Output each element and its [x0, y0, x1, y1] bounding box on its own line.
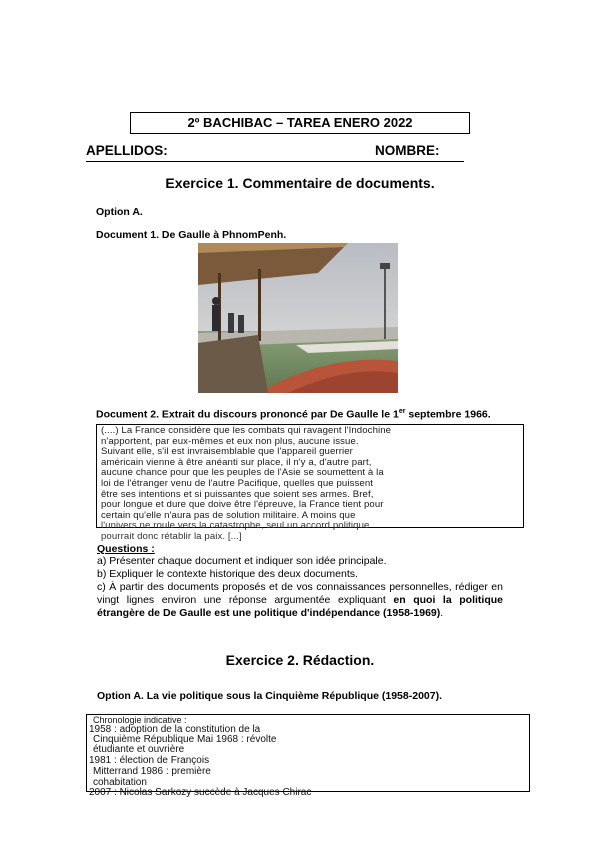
apellidos-label: APELLIDOS: [86, 143, 168, 158]
chrono-line: 1981 : élection de François [89, 755, 210, 766]
quote-line: pourrait donc rétablir la paix. [...] [101, 530, 242, 542]
quote-line: Suivant elle, s'il est invraisemblable que l'appareil guerrier [101, 446, 353, 458]
nombre-label: NOMBRE: [375, 143, 440, 158]
chrono-line: 2007 : Nicolas Sarkozy succède à Jacques Chirac [89, 787, 312, 798]
exercice2-title: Exercice 2. Rédaction. [225, 652, 375, 668]
chronology-box [86, 714, 530, 798]
speech-excerpt-text [101, 426, 521, 543]
quote-line: pour longue et dure que doive être l'épreuve, la France tient pour [101, 499, 384, 511]
quote-line: l'univers ne roule vers la catastrophe, seul un accord politique [101, 520, 370, 532]
page-title: 2º BACHIBAC – TAREA ENERO 2022 [130, 112, 470, 134]
question-c: c) À partir des documents proposés et de vos connaissances personnelles, rédiger en vingt lignes environ une réponse argumentée expliquant en quoi la politique étrangère de De Gaulle est une politique d'indépendance (1958-1969). [97, 581, 503, 619]
exercice1-title: Exercice 1. Commentaire de documents. [165, 175, 435, 191]
chrono-heading: Chronologie indicative : [93, 715, 187, 725]
chrono-line: Cinquième République Mai 1968 : révolte [93, 734, 277, 745]
chrono-line: 1958 : adoption de la constitution de la [89, 724, 261, 735]
de-gaulle-photo [198, 243, 398, 393]
exercice1-option: Option A. [96, 206, 143, 218]
document1-label: Document 1. De Gaulle à PhnomPenh. [96, 229, 287, 241]
quote-line: américain vienne à être anéanti sur place, il n'y a, d'autre part, [101, 456, 372, 468]
quote-line: (....) La France considère que les combats qui ravagent l'Indochine [101, 425, 392, 436]
student-name-line [86, 143, 464, 162]
chrono-line: cohabitation [93, 777, 147, 788]
speech-excerpt-box [96, 424, 524, 542]
quote-line: être ses intentions et si puissantes que soient ses armes. Bref, [101, 488, 374, 500]
quote-line: n'apportent, par eux-mêmes et eux non plus, aucune issue. [101, 435, 359, 447]
quote-line: loi de l'étranger venu de l'autre Pacifique, quelles que puissent [101, 477, 374, 489]
chrono-line: étudiante et ouvrière [93, 744, 185, 755]
document2-label: Document 2. Extrait du discours prononcé par De Gaulle le 1er septembre 1966. [96, 408, 491, 421]
quote-line: certain qu'elle n'aura pas de solution militaire. A moins que [101, 509, 356, 521]
question-a: a) Présenter chaque document et indiquer son idée principale. [97, 555, 387, 567]
exercice2-option: Option A. La vie politique sous la Cinquième République (1958-2007). [97, 690, 443, 702]
chrono-line: Mitterrand 1986 : première [93, 766, 211, 777]
questions-heading: Questions : [97, 543, 155, 555]
question-b: b) Expliquer le contexte historique des deux documents. [97, 568, 358, 580]
quote-line: aucune chance pour que les peuples de l'Asie se soumettent à la [101, 467, 384, 479]
